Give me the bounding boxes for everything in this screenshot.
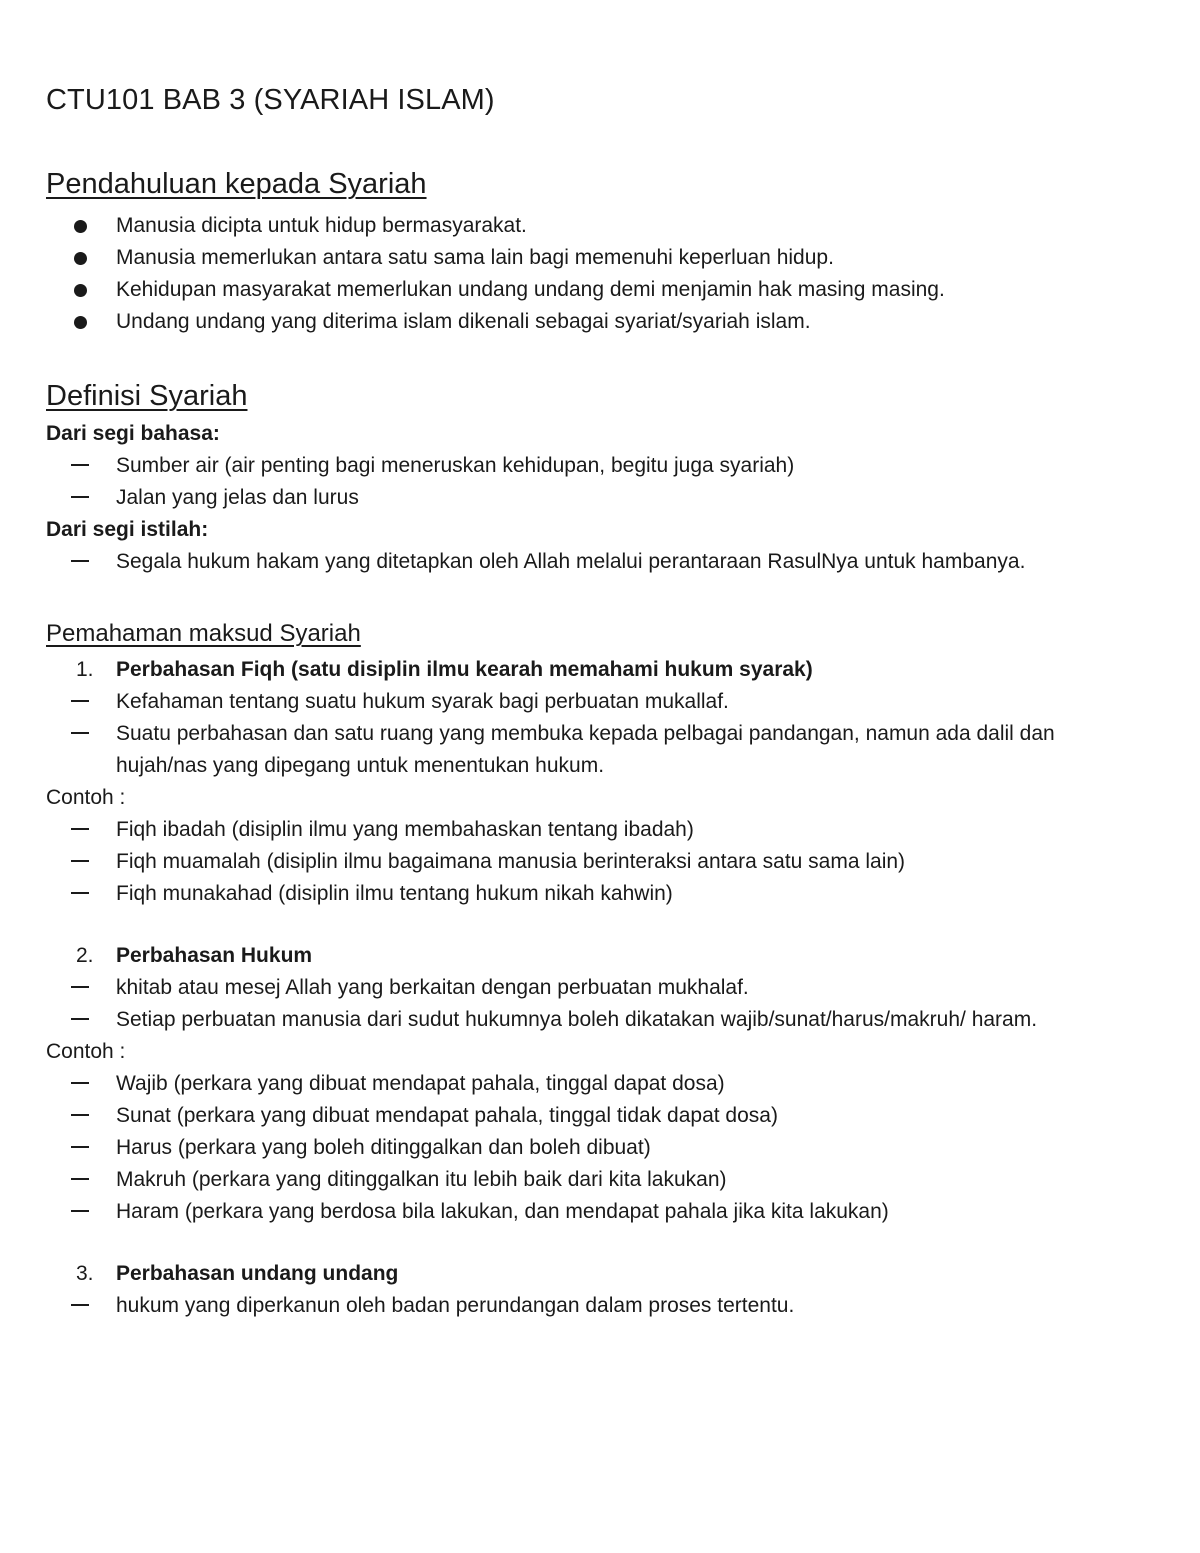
contoh-label: Contoh : — [46, 1040, 126, 1063]
list-item — [46, 1004, 1146, 1036]
dash-icon — [71, 1178, 89, 1180]
list-item — [46, 1132, 1146, 1164]
list-item-text: Suatu perbahasan dan satu ruang yang membuka kepada pelbagai pandangan, namun ada dalil dan hujah/nas yang dipegang untuk menentukan hukum. — [116, 722, 1055, 777]
list-item-text: Segala hukum hakam yang ditetapkan oleh Allah melalui perantaraan RasulNya untuk hambanya. — [116, 550, 1026, 573]
list-item-text: Setiap perbuatan manusia dari sudut hukumnya boleh dikatakan wajib/sunat/harus/makruh/ haram. — [116, 1008, 1038, 1031]
contoh-label: Contoh : — [46, 786, 126, 809]
list-item — [46, 242, 1146, 274]
list-item — [46, 718, 1146, 782]
list-item-text: Fiqh munakahad (disiplin ilmu tentang hukum nikah kahwin) — [116, 882, 673, 905]
list-item-text: Manusia memerlukan antara satu sama lain bagi memenuhi keperluan hidup. — [116, 246, 834, 269]
list-item — [46, 274, 1146, 306]
item-number: 1. — [76, 658, 94, 681]
list-item-text: Fiqh muamalah (disiplin ilmu bagaimana manusia berinteraksi antara satu sama lain) — [116, 850, 906, 873]
istilah-label: Dari segi istilah: — [46, 518, 209, 541]
bullet-icon — [74, 284, 87, 297]
dash-icon — [71, 1114, 89, 1116]
section-heading-pemahaman: Pemahaman maksud Syariah — [46, 620, 361, 647]
list-item-text: Harus (perkara yang boleh ditinggalkan dan boleh dibuat) — [116, 1136, 651, 1159]
list-item — [46, 972, 1146, 1004]
list-item — [46, 1100, 1146, 1132]
list-item — [46, 878, 1146, 910]
document-title: CTU101 BAB 3 (SYARIAH ISLAM) — [46, 84, 495, 116]
list-item-text: Sunat (perkara yang dibuat mendapat pahala, tinggal tidak dapat dosa) — [116, 1104, 778, 1127]
bullet-icon — [74, 316, 87, 329]
dash-icon — [71, 1210, 89, 1212]
list-item — [46, 686, 1146, 718]
dash-icon — [71, 1146, 89, 1148]
list-item-text: Haram (perkara yang berdosa bila lakukan, dan mendapat pahala jika kita lakukan) — [116, 1200, 889, 1223]
list-item-text: Undang undang yang diterima islam dikenali sebagai syariat/syariah islam. — [116, 310, 811, 333]
list-item — [46, 846, 1146, 878]
dash-icon — [71, 1082, 89, 1084]
dash-icon — [71, 986, 89, 988]
list-item — [46, 546, 1146, 578]
list-item-text: Jalan yang jelas dan lurus — [116, 486, 359, 509]
list-item — [46, 1290, 1146, 1322]
list-item-text: hukum yang diperkanun oleh badan perundangan dalam proses tertentu. — [116, 1294, 795, 1317]
bahasa-label: Dari segi bahasa: — [46, 422, 220, 445]
list-item-text: Wajib (perkara yang dibuat mendapat pahala, tinggal dapat dosa) — [116, 1072, 725, 1095]
dash-icon — [71, 892, 89, 894]
dash-icon — [71, 1018, 89, 1020]
list-item-text: Makruh (perkara yang ditinggalkan itu lebih baik dari kita lakukan) — [116, 1168, 727, 1191]
list-item — [46, 210, 1146, 242]
list-item — [46, 1068, 1146, 1100]
numbered-item-hukum — [46, 940, 1146, 972]
list-item — [46, 1164, 1146, 1196]
list-item-text: Fiqh ibadah (disiplin ilmu yang membahaskan tentang ibadah) — [116, 818, 694, 841]
section-heading-definisi: Definisi Syariah — [46, 380, 248, 412]
list-item-text: Manusia dicipta untuk hidup bermasyarakat. — [116, 214, 527, 237]
item-number: 2. — [76, 944, 94, 967]
dash-icon — [71, 464, 89, 466]
numbered-item-fiqh — [46, 654, 1146, 686]
dash-icon — [71, 860, 89, 862]
dash-icon — [71, 560, 89, 562]
list-item — [46, 450, 1146, 482]
dash-icon — [71, 828, 89, 830]
document-page — [46, 78, 1146, 1322]
dash-icon — [71, 732, 89, 734]
list-item — [46, 482, 1146, 514]
list-item — [46, 306, 1146, 338]
dash-icon — [71, 1304, 89, 1306]
list-item — [46, 1196, 1146, 1228]
section-heading-pendahuluan: Pendahuluan kepada Syariah — [46, 168, 427, 200]
item-number: 3. — [76, 1262, 94, 1285]
dash-icon — [71, 496, 89, 498]
dash-icon — [71, 700, 89, 702]
list-item — [46, 814, 1146, 846]
list-item-text: Kefahaman tentang suatu hukum syarak bagi perbuatan mukallaf. — [116, 690, 729, 713]
list-item-text: Kehidupan masyarakat memerlukan undang undang demi menjamin hak masing masing. — [116, 278, 945, 301]
numbered-item-title: Perbahasan Hukum — [116, 944, 313, 967]
list-item-text: khitab atau mesej Allah yang berkaitan dengan perbuatan mukhalaf. — [116, 976, 749, 999]
bullet-icon — [74, 220, 87, 233]
numbered-item-title: Perbahasan undang undang — [116, 1262, 399, 1285]
numbered-item-undang — [46, 1258, 1146, 1290]
list-item-text: Sumber air (air penting bagi meneruskan kehidupan, begitu juga syariah) — [116, 454, 795, 477]
numbered-item-title: Perbahasan Fiqh (satu disiplin ilmu kearah memahami hukum syarak) — [116, 658, 813, 681]
bullet-icon — [74, 252, 87, 265]
